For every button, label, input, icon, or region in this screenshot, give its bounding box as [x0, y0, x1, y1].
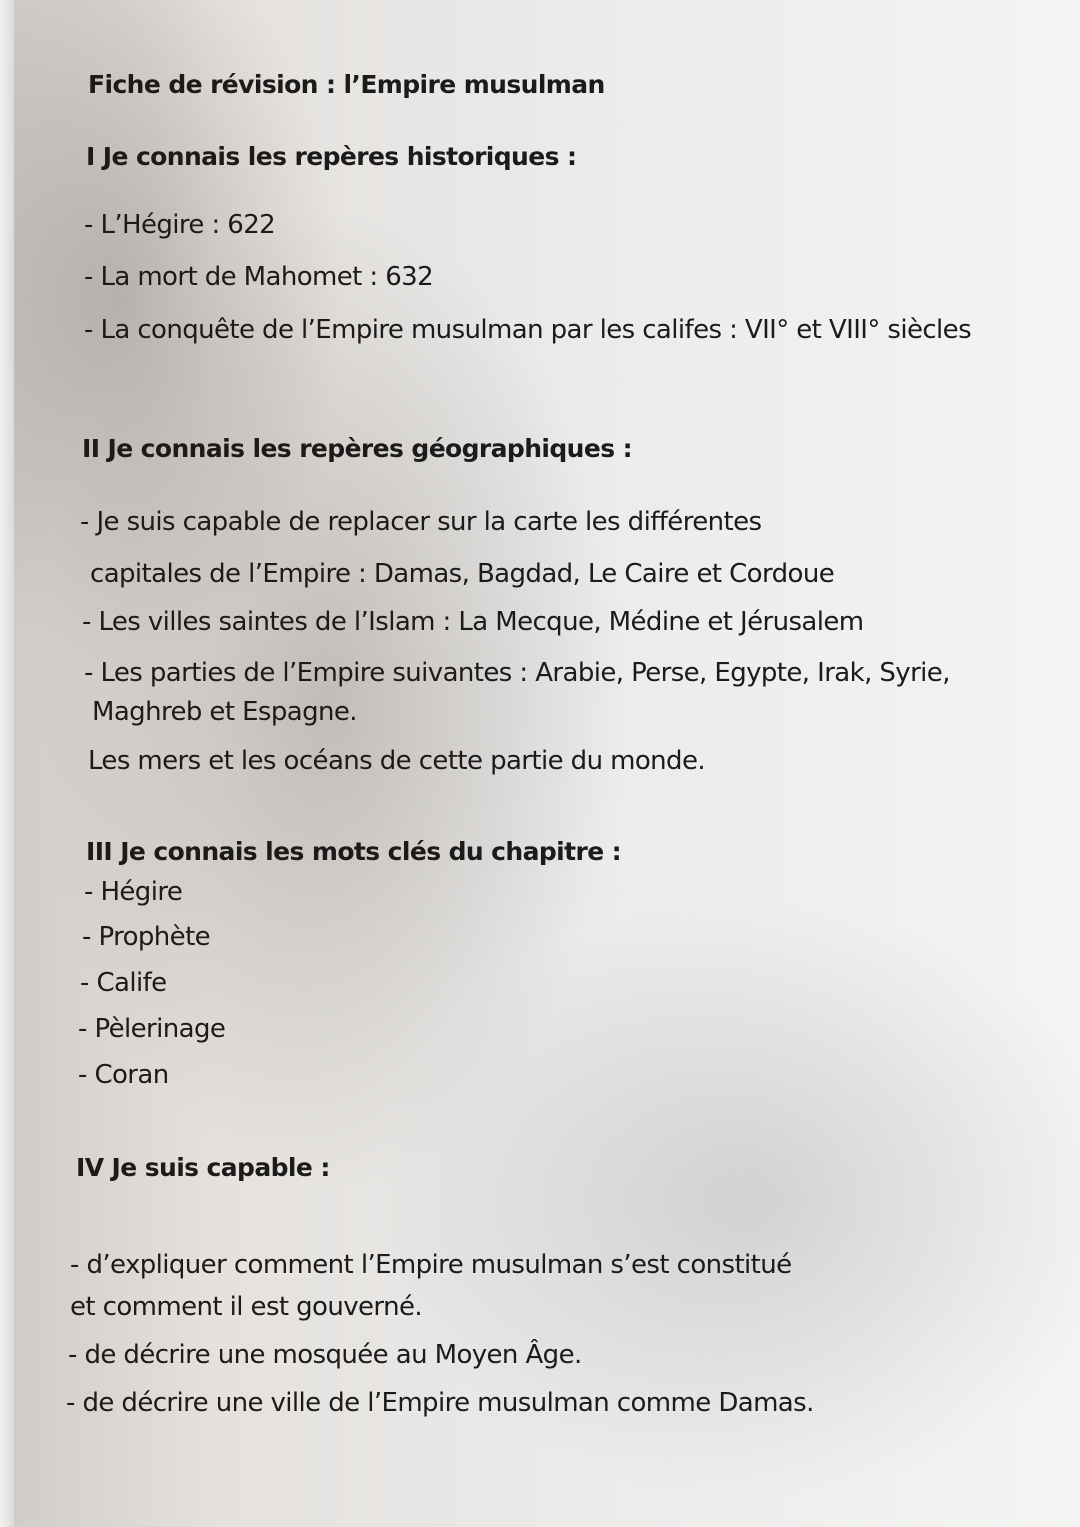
- list-item: capitales de l’Empire : Damas, Bagdad, Le Caire et Cordoue: [90, 559, 835, 589]
- list-item: - de décrire une ville de l’Empire musulman comme Damas.: [66, 1388, 814, 1418]
- list-item: - Coran: [78, 1060, 169, 1090]
- list-item: - Je suis capable de replacer sur la carte les différentes: [80, 507, 762, 537]
- document-title: Fiche de révision : l’Empire musulman: [88, 70, 605, 99]
- list-item: - Les villes saintes de l’Islam : La Mecque, Médine et Jérusalem: [82, 607, 864, 637]
- list-item: - Pèlerinage: [78, 1014, 226, 1044]
- section-heading: III Je connais les mots clés du chapitre :: [86, 837, 622, 866]
- list-item: - La conquête de l’Empire musulman par les califes : VII° et VIII° siècles: [84, 315, 972, 345]
- list-item: - La mort de Mahomet : 632: [84, 262, 434, 292]
- list-item: - Les parties de l’Empire suivantes : Arabie, Perse, Egypte, Irak, Syrie,: [84, 658, 950, 688]
- list-item: - Prophète: [82, 922, 211, 952]
- list-item: et comment il est gouverné.: [70, 1292, 423, 1322]
- section-heading: II Je connais les repères géographiques :: [82, 434, 633, 463]
- page-edge: [0, 0, 14, 1527]
- list-item: Les mers et les océans de cette partie du monde.: [88, 746, 705, 776]
- list-item: Maghreb et Espagne.: [92, 697, 357, 727]
- list-item: - Calife: [80, 968, 167, 998]
- section-heading: IV Je suis capable :: [76, 1153, 330, 1182]
- list-item: - Hégire: [84, 877, 183, 907]
- list-item: - L’Hégire : 622: [84, 210, 276, 240]
- list-item: - de décrire une mosquée au Moyen Âge.: [68, 1340, 582, 1370]
- list-item: - d’expliquer comment l’Empire musulman s’est constitué: [70, 1250, 792, 1280]
- section-heading: I Je connais les repères historiques :: [86, 142, 577, 171]
